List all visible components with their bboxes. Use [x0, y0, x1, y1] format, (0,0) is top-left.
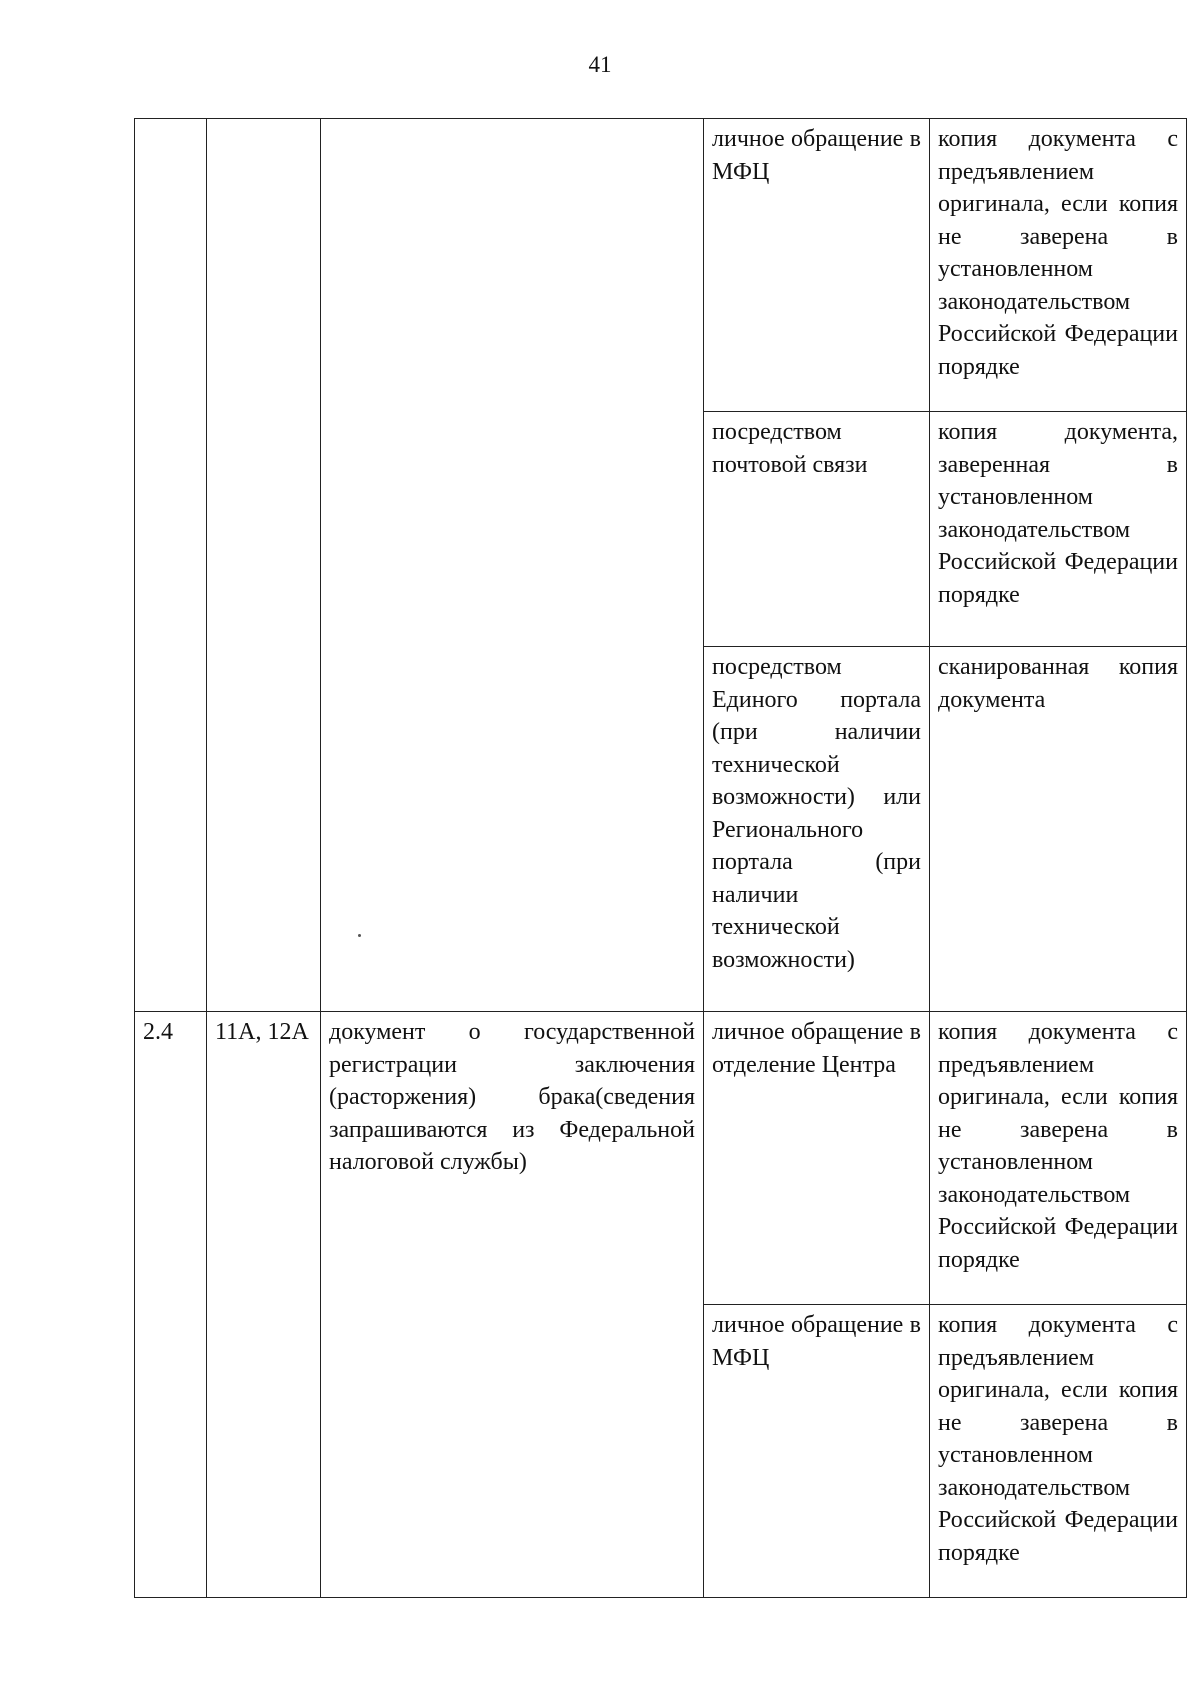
- document-form-cell: копия документа, заверенная в установленном законодательством Российской Федерации порядке: [930, 412, 1187, 647]
- submission-method-cell: личное обращение в МФЦ: [704, 1305, 930, 1598]
- document-form-cell: копия документа с предъявлением оригинала, если копия не заверена в установленном законодательством Российской Федерации порядке: [930, 1305, 1187, 1598]
- page-number: 41: [588, 52, 612, 77]
- document-form-cell: копия документа с предъявлением оригинала, если копия не заверена в установленном законодательством Российской Федерации порядке: [930, 1012, 1187, 1305]
- submission-method-cell: посредством Единого портала (при наличии технической возможности) или Регионального портала (при наличии технической возможности): [704, 647, 930, 1012]
- scan-speck: [358, 934, 361, 937]
- submission-method-cell: посредством почтовой связи: [704, 412, 930, 647]
- table-row: [135, 119, 1187, 412]
- document-form-cell: копия документа с предъявлением оригинала, если копия не заверена в установленном законодательством Российской Федерации порядке: [930, 119, 1187, 412]
- table-row: [135, 1012, 1187, 1305]
- submission-method-cell: личное обращение в МФЦ: [704, 119, 930, 412]
- code-cell-empty: [207, 119, 321, 1012]
- number-cell-empty: [135, 119, 207, 1012]
- item-number-cell: 2.4: [135, 1012, 207, 1598]
- document-name-cell: документ о государственной регистрации заключения (расторжения) брака(сведения запрашиваются из Федеральной налоговой службы): [321, 1012, 704, 1598]
- item-code-cell: 11А, 12А: [207, 1012, 321, 1598]
- submission-method-cell: личное обращение в отделение Центра: [704, 1012, 930, 1305]
- document-form-cell: сканированная копия документа: [930, 647, 1187, 1012]
- documents-table: [134, 118, 1187, 1598]
- document-cell-empty: [321, 119, 704, 1012]
